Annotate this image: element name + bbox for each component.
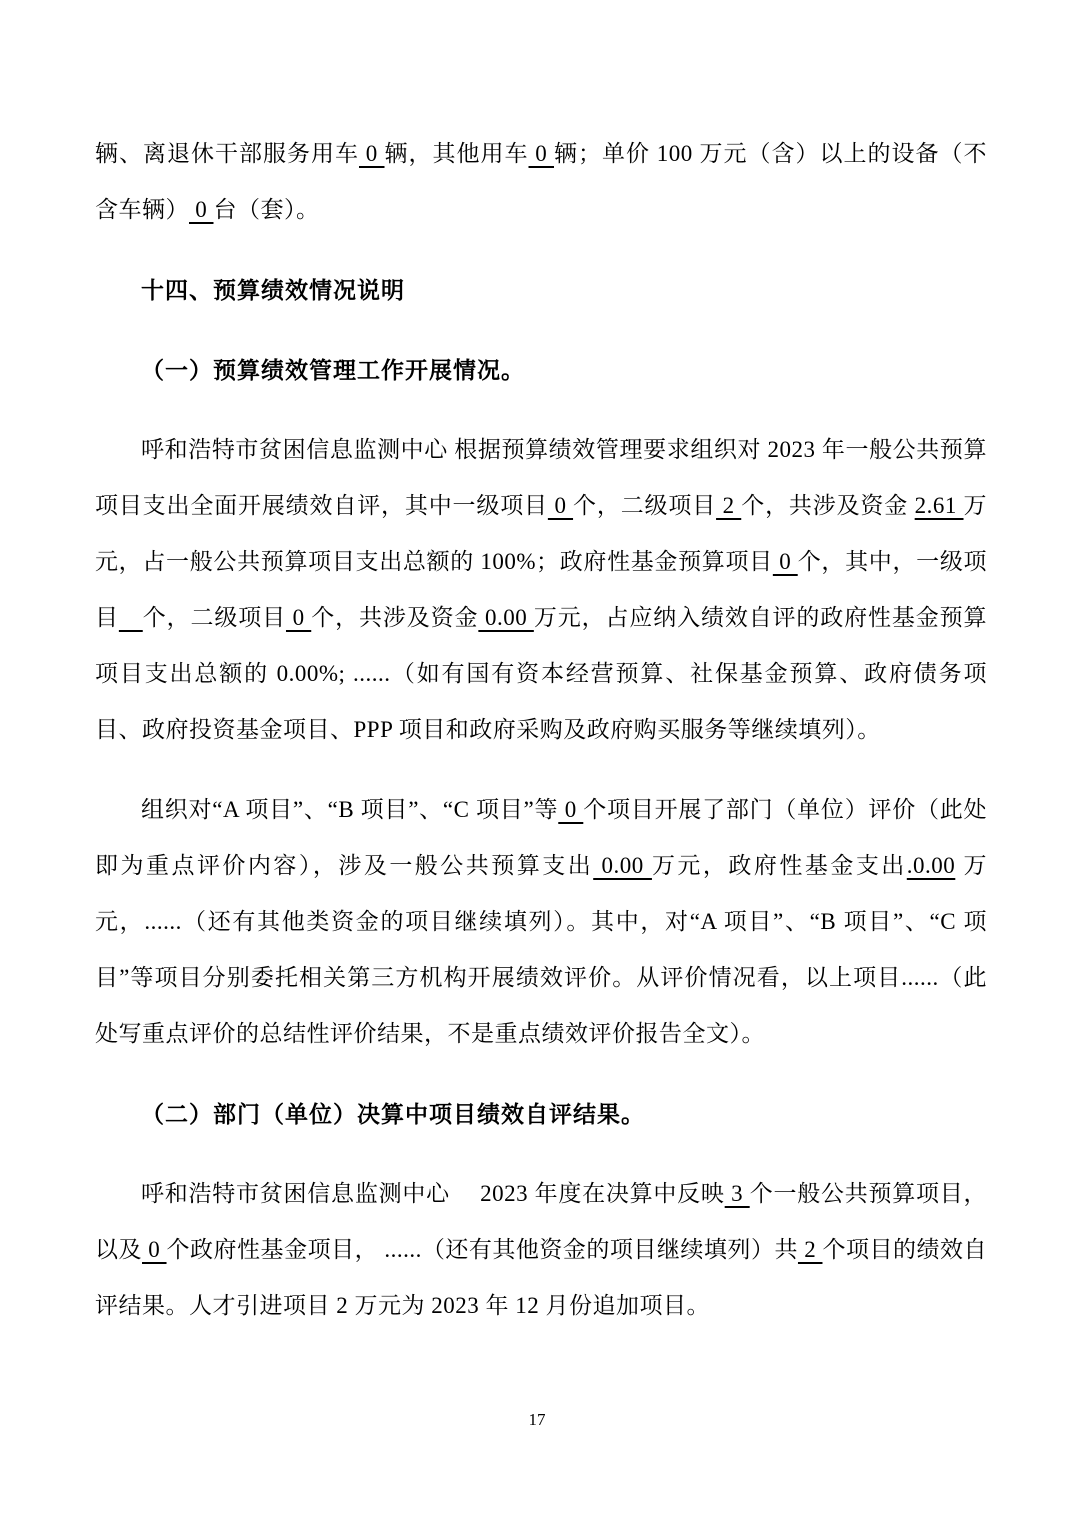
underlined-value: 0	[359, 141, 385, 166]
text-run: 个，二级项目	[573, 493, 717, 518]
underlined-value: 0	[285, 605, 312, 630]
underlined-value: 0.00	[593, 853, 652, 878]
paragraph-final-accounts	[95, 1166, 987, 1334]
underlined-value: 0	[558, 797, 584, 822]
text-run: 组织对“A 项目”、“B 项目”、“C 项目”等	[141, 797, 559, 822]
text-run: 万元，占应纳入绩效自评的政府性基金预算项目支出总额的 0.00%; ......（如有国有资本经营预算、社保基金预算、政府债务项目、政府投资基金项目、PPP 项目和政府采购及政府购买服务等继续填列）。	[95, 605, 988, 742]
underlined-value: 0	[772, 549, 798, 574]
paragraph-self-evaluation	[95, 422, 987, 758]
text-run: 个政府性基金项目， ......（还有其他资金的项目继续填列）共	[166, 1237, 798, 1262]
page-number: 17	[528, 1410, 546, 1429]
text-run: 台（套）。	[213, 197, 320, 222]
underlined-value: .0.00	[906, 853, 956, 878]
underlined-value: 2	[716, 493, 742, 518]
text-run: 个，其中，一级项目	[95, 549, 987, 630]
underlined-value: 2	[797, 1237, 823, 1262]
text-run: 十四、预算绩效情况说明	[141, 277, 405, 303]
text-run: （一）预算绩效管理工作开展情况。	[141, 357, 525, 383]
text-run: 万元，......（还有其他类资金的项目继续填列）。其中，对“A 项目”、“B 项目”、“C 项目”等项目分别委托相关第三方机构开展绩效评价。从评价情况看，以上项目......（此处写重点评价的总结性评价结果，不是重点绩效评价报告全文）。	[95, 853, 988, 1046]
text-run: 辆；单价 100 万元（含）以上的设备（不含车辆）	[95, 141, 987, 222]
text-run: 辆、离退休干部服务用车	[95, 141, 359, 166]
paragraph-vehicles-continuation	[95, 126, 987, 238]
paragraph-department-evaluation	[95, 782, 987, 1062]
underlined-value: 3	[724, 1181, 750, 1206]
text-run: 个，二级项目	[142, 605, 286, 630]
underlined-value: 0	[189, 197, 214, 222]
text-run: 个项目开展了部门（单位）评价（此处即为重点评价内容），涉及一般公共预算支出	[95, 797, 988, 878]
underlined-value: 0	[547, 493, 574, 518]
underlined-value	[119, 605, 143, 630]
document-content	[95, 126, 987, 1334]
text-run: 呼和浩特市贫困信息监测中心 根据预算绩效管理要求组织对 2023 年一般公共预算项目支出全面开展绩效自评，其中一级项目	[95, 437, 987, 518]
text-run: 万元，占一般公共预算项目支出总额的 100%；政府性基金预算项目	[95, 493, 988, 574]
heading-subsection-2	[95, 1086, 987, 1142]
underlined-value: 2.61	[914, 493, 964, 518]
underlined-value: 0	[528, 141, 554, 166]
text-run: 呼和浩特市贫困信息监测中心 2023 年度在决算中反映	[141, 1181, 725, 1206]
underlined-value: 0	[142, 1237, 167, 1262]
text-run: 万元，政府性基金支出	[651, 853, 907, 878]
text-run: 个，共涉及资金	[741, 493, 915, 518]
text-run: 个项目的绩效自评结果。人才引进项目 2 万元为 2023 年 12 月份追加项目。	[95, 1237, 988, 1318]
text-run: 个，共涉及资金	[311, 605, 479, 630]
text-run: 个一般公共预算项目，以及	[95, 1181, 988, 1262]
heading-subsection-1	[95, 342, 987, 398]
text-run: 辆，其他用车	[384, 141, 529, 166]
underlined-value: 0.00	[478, 605, 534, 630]
heading-section-14	[95, 262, 987, 318]
text-run: （二）部门（单位）决算中项目绩效自评结果。	[141, 1101, 645, 1127]
